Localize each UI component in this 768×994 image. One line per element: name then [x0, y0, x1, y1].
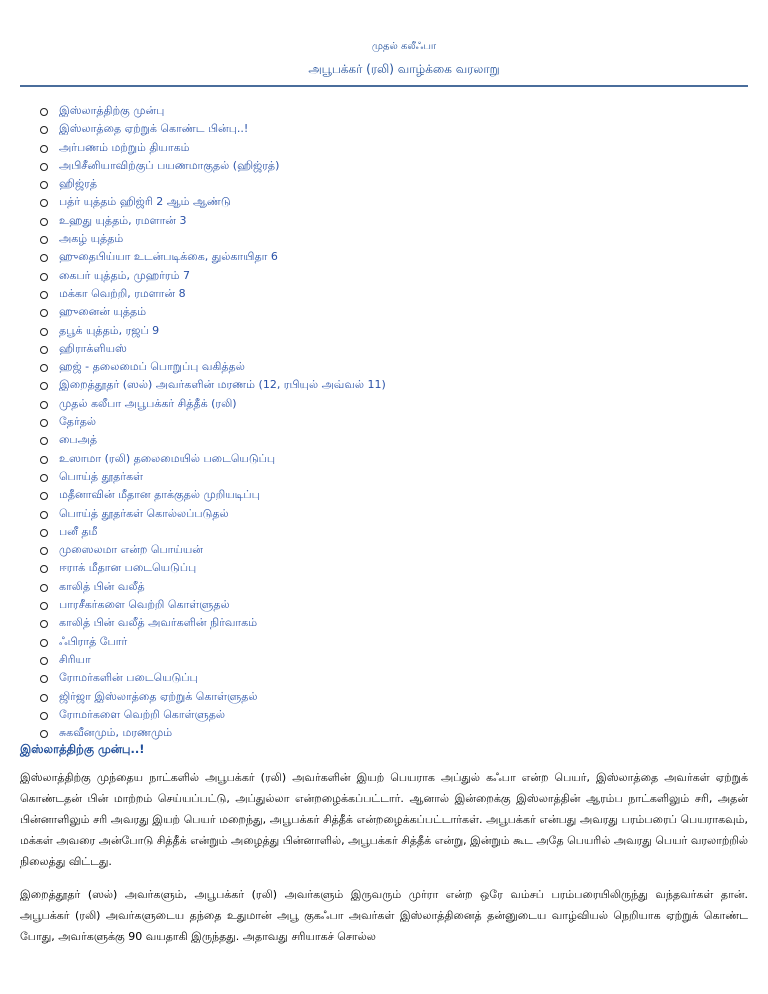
circle-bullet-icon: [40, 474, 48, 482]
circle-bullet-icon: [40, 254, 48, 262]
toc-item[interactable]: [40, 376, 386, 394]
document-header: [0, 40, 768, 78]
circle-bullet-icon: [40, 382, 48, 390]
toc-item[interactable]: [40, 578, 386, 596]
toc-link[interactable]: பனீ தமீ: [59, 524, 98, 538]
toc-link[interactable]: கைபர் யுத்தம், முஹர்ரம் 7: [59, 268, 190, 282]
toc-item[interactable]: [40, 267, 386, 285]
circle-bullet-icon: [40, 657, 48, 665]
document-title: அபூபக்கர் (ரலி) வாழ்க்கை வரலாறு: [308, 62, 500, 76]
toc-item[interactable]: [40, 248, 386, 266]
toc-link[interactable]: பொய்த் தூதர்கள் கொல்லப்படுதல்: [59, 506, 229, 520]
toc-link[interactable]: இஸ்லாத்தை ஏற்றுக் கொண்ட பின்பு..!: [59, 122, 249, 136]
toc-link[interactable]: ஹிராக்ளியஸ்: [59, 341, 127, 355]
toc-item[interactable]: [40, 303, 386, 321]
toc-item[interactable]: [40, 688, 386, 706]
toc-link[interactable]: ஜிர்ஜா இஸ்லாத்தை ஏற்றுக் கொள்ளுதல்: [59, 689, 258, 703]
toc-item[interactable]: [40, 358, 386, 376]
toc-item[interactable]: [40, 450, 386, 468]
toc-link[interactable]: பாரசீகர்களை வெற்றி கொள்ளுதல்: [59, 598, 230, 612]
circle-bullet-icon: [40, 547, 48, 555]
toc-item[interactable]: [40, 212, 386, 230]
toc-item[interactable]: [40, 614, 386, 632]
circle-bullet-icon: [40, 565, 48, 573]
toc-item[interactable]: [40, 724, 386, 742]
circle-bullet-icon: [40, 584, 48, 592]
toc-link[interactable]: தபூக் யுத்தம், ரஜப் 9: [59, 323, 160, 337]
circle-bullet-icon: [40, 675, 48, 683]
circle-bullet-icon: [40, 639, 48, 647]
body-paragraph: இறைத்தூதர் (ஸல்) அவர்களும், அபூபக்கர் (ரலி) அவர்களும் இருவரும் முர்ரா என்ற ஒரே வம்சப் பரம்பரையிலிருந்து வந்தவர்கள் தான். அபூபக்கர் (ரலி) அவர்களுடைய தந்தை உதுமான் அபூ குகஃபா அவர்கள் இஸ்லாத்தினைத் தன்னுடைய வாழ்வியல் நெறியாக ஏற்றுக் கொண்ட போது, அவர்களுக்கு 90 வயதாகி இருந்தது. அதாவது சரியாகச் சொல்ல: [20, 888, 748, 943]
toc-link[interactable]: பொய்த் தூதர்கள்: [59, 469, 144, 483]
circle-bullet-icon: [40, 218, 48, 226]
toc-item[interactable]: [40, 395, 386, 413]
circle-bullet-icon: [40, 145, 48, 153]
toc-item[interactable]: [40, 322, 386, 340]
circle-bullet-icon: [40, 108, 48, 116]
toc-item[interactable]: [40, 431, 386, 449]
toc-item[interactable]: [40, 285, 386, 303]
circle-bullet-icon: [40, 602, 48, 610]
circle-bullet-icon: [40, 273, 48, 281]
circle-bullet-icon: [40, 511, 48, 519]
circle-bullet-icon: [40, 456, 48, 464]
toc-link[interactable]: முஸைலமா என்ற பொய்யன்: [59, 543, 203, 557]
toc-link[interactable]: சிரியா: [59, 652, 91, 666]
toc-link[interactable]: ஹிஜ்ரத்: [59, 177, 97, 191]
toc-link[interactable]: அபிசீனியாவிற்குப் பயணமாகுதல் (ஹிஜ்ரத்): [59, 158, 280, 172]
toc-link[interactable]: ஃபிராத் போர்: [59, 634, 128, 648]
toc-item[interactable]: [40, 175, 386, 193]
circle-bullet-icon: [40, 199, 48, 207]
toc-link[interactable]: காலித் பின் வலீத்: [59, 579, 145, 593]
circle-bullet-icon: [40, 126, 48, 134]
toc-link[interactable]: இறைத்தூதர் (ஸல்) அவர்களின் மரணம் (12, ரபியுல் அவ்வல் 11): [59, 378, 386, 392]
toc-item[interactable]: [40, 120, 386, 138]
toc-link[interactable]: ஹுதைபிய்யா உடன்படிக்கை, துல்காயிதா 6: [59, 250, 278, 264]
circle-bullet-icon: [40, 346, 48, 354]
circle-bullet-icon: [40, 309, 48, 317]
toc-link[interactable]: பைஅத்: [59, 433, 97, 447]
toc-link[interactable]: மக்கா வெற்றி, ரமளான் 8: [59, 286, 186, 300]
toc-item[interactable]: [40, 523, 386, 541]
toc-item[interactable]: [40, 559, 386, 577]
toc-item[interactable]: [40, 596, 386, 614]
circle-bullet-icon: [40, 419, 48, 427]
toc-item[interactable]: [40, 541, 386, 559]
toc-link[interactable]: உஸாமா (ரலி) தலைமையில் படையெடுப்பு: [59, 451, 276, 465]
toc-item[interactable]: [40, 139, 386, 157]
toc-item[interactable]: [40, 230, 386, 248]
toc-link[interactable]: ரோமர்களின் படையெடுப்பு: [59, 671, 198, 685]
toc-item[interactable]: [40, 102, 386, 120]
toc-link[interactable]: காலித் பின் வலீத் அவர்களின் நிர்வாகம்: [59, 616, 258, 630]
toc-link[interactable]: ஈராக் மீதான படையெடுப்பு: [59, 561, 197, 575]
toc-item[interactable]: [40, 651, 386, 669]
toc-link[interactable]: சுகவீனமும், மரணமும்: [59, 726, 173, 740]
toc-link[interactable]: ஹுனைன் யுத்தம்: [59, 305, 147, 319]
circle-bullet-icon: [40, 236, 48, 244]
toc-item[interactable]: [40, 486, 386, 504]
toc-link[interactable]: அகழ் யுத்தம்: [59, 232, 124, 246]
toc-link[interactable]: அர்பணம் மற்றும் தியாகம்: [59, 140, 190, 154]
circle-bullet-icon: [40, 181, 48, 189]
section-heading: இஸ்லாத்திற்கு முன்பு..!: [20, 742, 145, 756]
document-subtitle: முதல் கலீஃபா: [371, 41, 437, 52]
body-paragraph: இஸ்லாத்திற்கு முந்தைய நாட்களில் அபூபக்கர் (ரலி) அவர்களின் இயற் பெயராக அப்துல் கஃபா என்ற பெயர், இஸ்லாத்தை அவர்கள் ஏற்றுக் கொண்டதன் பின் மாற்றம் செய்யப்பட்டு, அப்துல்லா என்றழைக்கப்பட்டார். ஆனால் இன்றைக்கு இஸ்லாத்தின் ஆரம்ப நாட்களிலும் சரி, அதன் பின்னாளிலும் சரி அவரது இயற் பெயர் மறைந்து, அபூபக்கர் சித்தீக் என்றழைக்கப்பட்டார்கள். அபூபக்கர் என்பது அவரது பரம்பரைப் பெயராகவும், மக்கள் அவரை அன்போடு சித்தீக் என்றும் அழைத்து பின்னாளில், அபூபக்கர் சித்தீக் என்று, இன்றும் கூட அதே பெயரில் அவரது பெயர் வரலாற்றில் நிலைத்து விட்டது.: [20, 771, 748, 868]
toc-link[interactable]: முதல் கலீபா அபூபக்கர் சித்தீக் (ரலி): [59, 396, 237, 410]
toc-link[interactable]: இஸ்லாத்திற்கு முன்பு: [59, 104, 165, 117]
circle-bullet-icon: [40, 291, 48, 299]
circle-bullet-icon: [40, 694, 48, 702]
circle-bullet-icon: [40, 712, 48, 720]
toc-item[interactable]: [40, 505, 386, 523]
toc-item[interactable]: [40, 633, 386, 651]
circle-bullet-icon: [40, 437, 48, 445]
circle-bullet-icon: [40, 730, 48, 738]
toc-link[interactable]: உஹது யுத்தம், ரமளான் 3: [59, 213, 187, 227]
toc-link[interactable]: ஹஜ் - தலைமைப் பொறுப்பு வகித்தல்: [59, 360, 245, 374]
toc-item[interactable]: [40, 413, 386, 431]
toc-link[interactable]: பத்ர் யுத்தம் ஹிஜ்ரி 2 ஆம் ஆண்டு: [59, 195, 231, 209]
toc-item[interactable]: [40, 706, 386, 724]
circle-bullet-icon: [40, 163, 48, 171]
toc-link[interactable]: மதீனாவின் மீதான தாக்குதல் முறியடிப்பு: [59, 488, 260, 502]
circle-bullet-icon: [40, 620, 48, 628]
circle-bullet-icon: [40, 401, 48, 409]
toc-link[interactable]: தேர்தல்: [59, 415, 97, 429]
table-of-contents: [40, 102, 386, 742]
circle-bullet-icon: [40, 529, 48, 537]
toc-item[interactable]: [40, 340, 386, 358]
circle-bullet-icon: [40, 364, 48, 372]
toc-link[interactable]: ரோமர்களை வெற்றி கொள்ளுதல்: [59, 707, 225, 721]
circle-bullet-icon: [40, 492, 48, 500]
header-divider: [20, 85, 748, 87]
toc-item[interactable]: [40, 468, 386, 486]
circle-bullet-icon: [40, 328, 48, 336]
toc-item[interactable]: [40, 157, 386, 175]
toc-item[interactable]: [40, 669, 386, 687]
toc-item[interactable]: [40, 193, 386, 211]
